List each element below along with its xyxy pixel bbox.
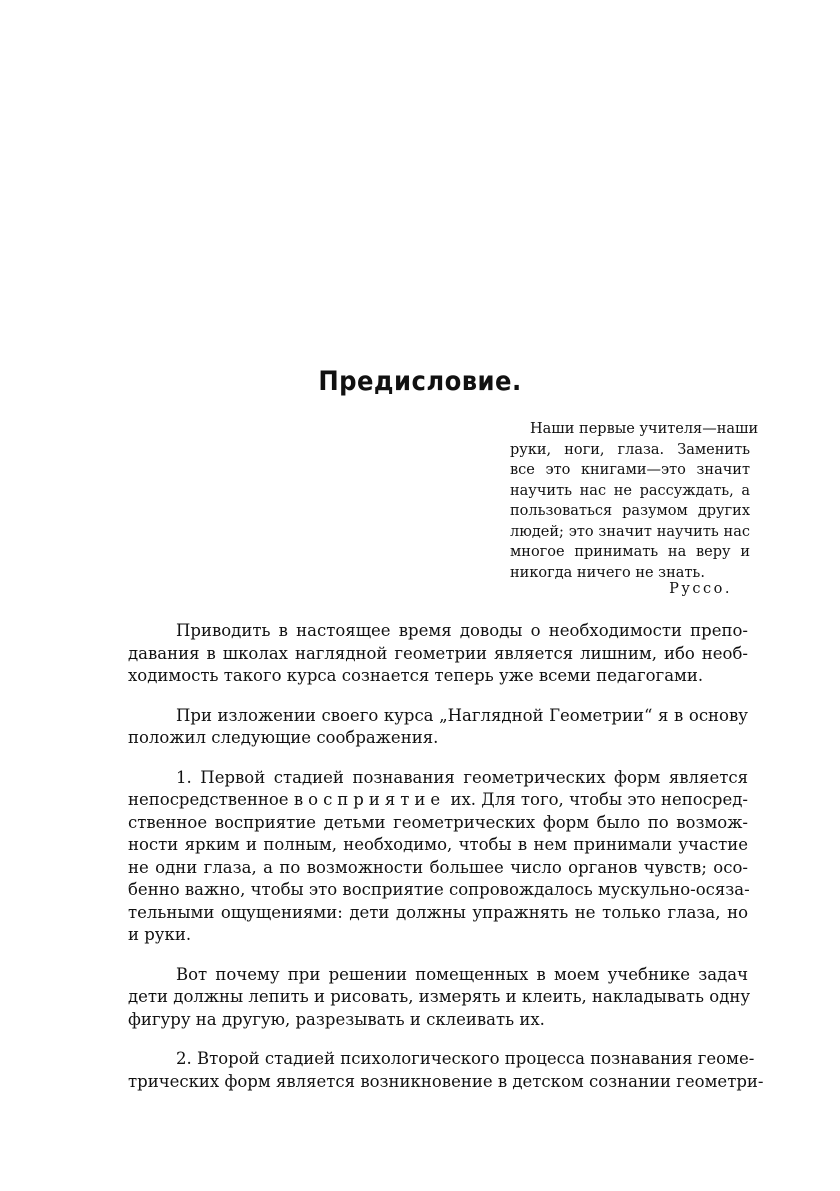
text-line: При изложении своего курса „Наглядной Геометрии“ я в основу bbox=[176, 705, 748, 725]
text-line: и руки. bbox=[128, 925, 192, 944]
text-line: 2. Второй стадией психологического процесса познавания геоме- bbox=[176, 1049, 755, 1068]
epigraph-line: многое принимать на веру и bbox=[510, 544, 750, 560]
text-line: ходимость такого курса сознается теперь уже всеми педагогами. bbox=[128, 666, 704, 685]
paragraph-4 bbox=[128, 964, 751, 1032]
text-line bbox=[128, 789, 748, 812]
text-line: тельными ощущениями: дети должны упражнять не только глаза, но bbox=[128, 902, 748, 922]
text-fragment: их. Для того, чтобы это непосред- bbox=[450, 790, 748, 809]
text-line: бенно важно, чтобы это восприятие сопровождалось мускульно-осяза- bbox=[128, 880, 750, 899]
paragraph-1 bbox=[128, 620, 748, 688]
epigraph-line: Наши первые учителя—наши bbox=[530, 421, 759, 437]
text-line: дети должны лепить и рисовать, измерять и клеить, накладывать одну bbox=[128, 987, 751, 1006]
epigraph-line: все это книгами—это значит bbox=[510, 462, 750, 478]
epigraph bbox=[510, 419, 759, 583]
epigraph-line: научить нас не рассуждать, а bbox=[510, 482, 750, 499]
epigraph-author: Руссо. bbox=[669, 581, 732, 597]
text-line: положил следующие соображения. bbox=[128, 728, 439, 747]
text-line: 1. Первой стадией познавания геометрических форм является bbox=[176, 767, 748, 787]
epigraph-line: людей; это значит научить нас bbox=[510, 523, 750, 540]
text-line: Приводить в настоящее время доводы о необходимости препо- bbox=[176, 621, 748, 640]
page-title: Предисловие. bbox=[318, 366, 522, 397]
text-line: фигуру на другую, разрезывать и склеивать их. bbox=[128, 1009, 545, 1029]
text-line: трических форм является возникновение в детском сознании геометри- bbox=[128, 1071, 764, 1091]
text-line: Вот почему при решении помещенных в моем учебнике задач bbox=[176, 964, 748, 984]
paragraph-3 bbox=[128, 767, 748, 947]
text-fragment: непосредственное bbox=[128, 790, 289, 809]
paragraph-5 bbox=[128, 1048, 764, 1093]
epigraph-line: никогда ничего не знать. bbox=[510, 564, 705, 581]
paragraph-2 bbox=[128, 705, 748, 750]
text-line: ности ярким и полным, необходимо, чтобы в нем принимали участие bbox=[128, 835, 748, 854]
epigraph-line: пользоваться разумом других bbox=[510, 503, 750, 519]
text-line: не одни глаза, а по возможности большее число органов чувств; осо- bbox=[128, 857, 748, 877]
text-line: давания в школах наглядной геометрии является лишним, ибо необ- bbox=[128, 643, 748, 663]
text-line: ственное восприятие детьми геометрических форм было по возмож- bbox=[128, 812, 748, 832]
spaced-emphasis-word: восприятие bbox=[293, 790, 446, 809]
epigraph-line: руки, ноги, глаза. Заменить bbox=[510, 441, 750, 458]
body-text bbox=[128, 620, 764, 1110]
